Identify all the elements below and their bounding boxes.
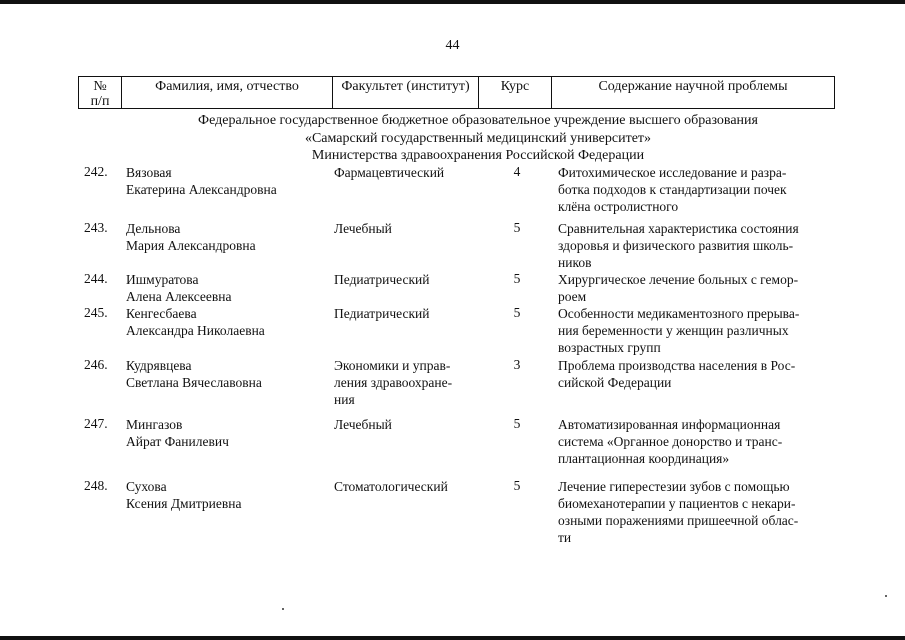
student-name xyxy=(126,220,326,254)
course: 5 xyxy=(513,478,521,493)
research-topic: Фитохимическое исследование и разра- ботка подходов к стандартизации почек клёна остролистного xyxy=(558,165,787,214)
research-topic: Сравнительная характеристика состояния здоровья и физического развития школь- ников xyxy=(558,221,799,270)
faculty: Педиатрический xyxy=(334,272,430,287)
institution-line: «Самарский государственный медицинский университет» xyxy=(304,130,652,146)
scan-speck xyxy=(885,595,887,597)
faculty: Стоматологический xyxy=(334,479,448,494)
faculty: Педиатрический xyxy=(334,306,430,321)
surname: Вязовая xyxy=(126,165,172,180)
row-number: 247. xyxy=(84,416,108,431)
given-name: Ксения Дмитриевна xyxy=(126,496,242,511)
course: 4 xyxy=(513,164,521,179)
given-name: Мария Александровна xyxy=(126,238,256,253)
student-name xyxy=(126,271,326,305)
research-topic: Автоматизированная информационная система «Органное донорство и транс- плантационная координация» xyxy=(558,417,783,466)
course: 5 xyxy=(513,305,521,320)
surname: Кенгесбаева xyxy=(126,306,197,321)
research-topic: Лечение гиперестезии зубов с помощью биомеханотерапии у пациентов с некари- озными поражениями пришеечной облас- ти xyxy=(558,479,799,545)
bottom-scan-border xyxy=(0,636,905,640)
course: 5 xyxy=(513,416,521,431)
institution-line: Федеральное государственное бюджетное образовательное учреждение высшего образования xyxy=(198,113,758,128)
research-topic: Проблема производства населения в Рос- сийской Федерации xyxy=(558,358,796,390)
student-name xyxy=(126,416,326,450)
research-topic: Хирургическое лечение больных с гемор- роем xyxy=(558,272,799,304)
surname: Дельнова xyxy=(126,221,181,236)
scan-speck xyxy=(282,608,284,610)
course: 5 xyxy=(513,220,521,235)
surname: Сухова xyxy=(126,479,167,494)
student-name xyxy=(126,478,326,512)
top-scan-border xyxy=(0,0,905,4)
header-topic: Содержание научной проблемы xyxy=(598,79,788,94)
row-number: 243. xyxy=(84,220,108,235)
row-number: 242. xyxy=(84,164,108,179)
research-topic: Особенности медикаментозного прерыва- ния беременности у женщин различных возрастных групп xyxy=(558,306,800,355)
institution-heading xyxy=(78,112,878,165)
faculty: Лечебный xyxy=(334,417,392,432)
faculty: Экономики и управ- ления здравоохране- ния xyxy=(334,358,453,407)
table-header xyxy=(78,76,835,109)
student-name xyxy=(126,357,326,391)
given-name: Айрат Фанилевич xyxy=(126,434,229,449)
given-name: Александра Николаевна xyxy=(126,323,265,338)
given-name: Светлана Вячеславовна xyxy=(126,375,262,390)
header-course: Курс xyxy=(479,77,552,108)
row-number: 246. xyxy=(84,357,108,372)
student-name xyxy=(126,164,326,198)
course: 5 xyxy=(513,271,521,286)
surname: Мингазов xyxy=(126,417,183,432)
student-name xyxy=(126,305,326,339)
course: 3 xyxy=(513,357,521,372)
row-number: 245. xyxy=(84,305,108,320)
institution-line: Министерства здравоохранения Российской Федерации xyxy=(311,148,645,163)
row-number: 244. xyxy=(84,271,108,286)
surname: Ишмуратова xyxy=(126,272,199,287)
header-num: № п/п xyxy=(79,77,122,108)
given-name: Алена Алексеевна xyxy=(126,289,232,304)
header-faculty: Факультет (институт) xyxy=(333,77,479,108)
row-number: 248. xyxy=(84,478,108,493)
surname: Кудрявцева xyxy=(126,358,192,373)
given-name: Екатерина Александровна xyxy=(126,182,277,197)
faculty: Лечебный xyxy=(334,221,392,236)
faculty: Фармацевтический xyxy=(334,165,445,180)
header-name: Фамилия, имя, отчество xyxy=(122,77,333,108)
page-number: 44 xyxy=(445,38,460,53)
